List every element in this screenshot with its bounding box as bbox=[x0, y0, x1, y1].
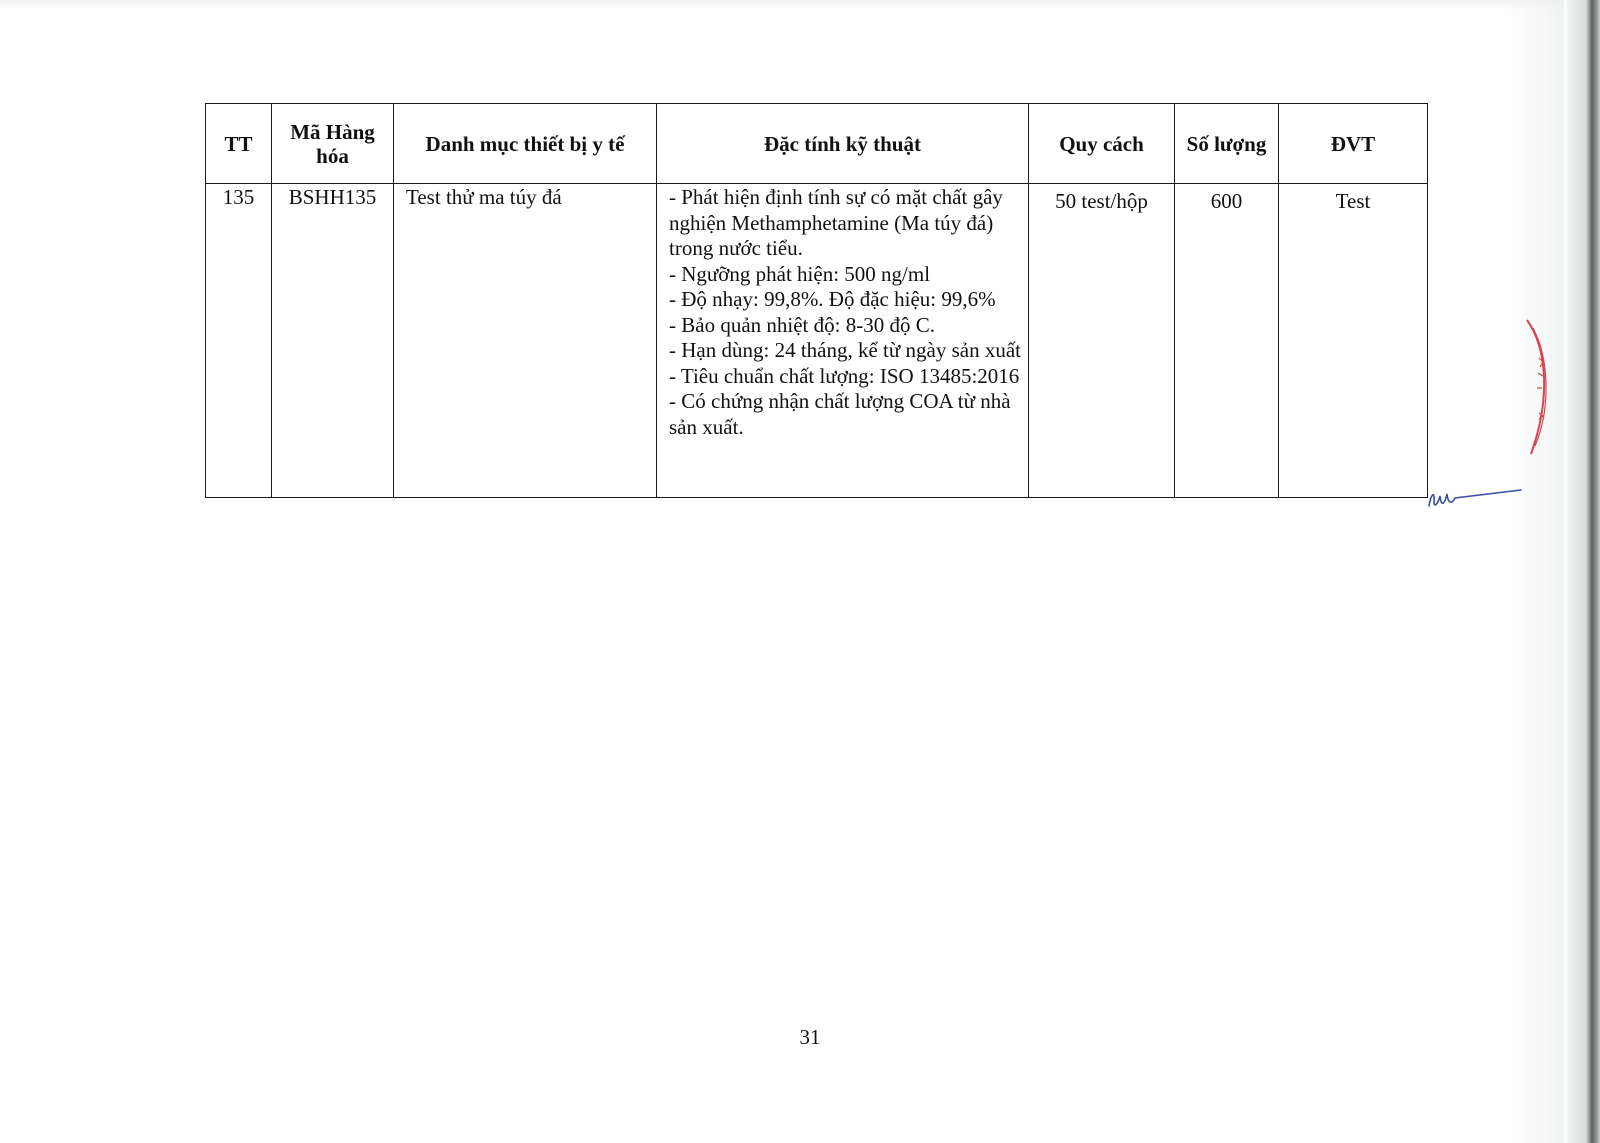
cell-ma-hang-hoa: BSHH135 bbox=[272, 184, 394, 498]
stamp-fragment-icon bbox=[1525, 318, 1553, 456]
cell-danh-muc: Test thử ma túy đá bbox=[394, 184, 657, 498]
header-dvt: ĐVT bbox=[1279, 104, 1428, 184]
header-dac-tinh: Đặc tính kỹ thuật bbox=[657, 104, 1029, 184]
spec-line: - Hạn dùng: 24 tháng, kể từ ngày sản xuất bbox=[669, 338, 1021, 362]
cell-dvt: Test bbox=[1279, 184, 1428, 498]
cell-quy-cach: 50 test/hộp bbox=[1029, 184, 1175, 498]
equipment-spec-table bbox=[205, 103, 1428, 498]
page-edge-shadow bbox=[1504, 0, 1564, 1143]
header-quy-cach: Quy cách bbox=[1029, 104, 1175, 184]
spec-line: - Có chứng nhận chất lượng COA từ nhà sản xuất. bbox=[669, 389, 1011, 439]
spec-line: - Bảo quản nhiệt độ: 8-30 độ C. bbox=[669, 312, 935, 337]
table-header-row bbox=[206, 104, 1428, 184]
spec-line: - Độ nhạy: 99,8%. Độ đặc hiệu: 99,6% bbox=[669, 287, 996, 311]
header-ma-hang-hoa: Mã Hàng hóa bbox=[272, 104, 394, 184]
table-row bbox=[206, 184, 1428, 498]
page-number: 31 bbox=[799, 1025, 821, 1049]
scan-right-edge bbox=[1564, 0, 1600, 1143]
signature-icon bbox=[1425, 480, 1525, 514]
cell-so-luong: 600 bbox=[1175, 184, 1279, 498]
scan-top-edge bbox=[0, 0, 1600, 10]
header-danh-muc: Danh mục thiết bị y tế bbox=[394, 104, 657, 184]
spec-line: - Ngưỡng phát hiện: 500 ng/ml bbox=[669, 261, 931, 286]
spec-line: - Phát hiện định tính sự có mặt chất gây nghiện Methamphetamine (Ma túy đá) trong nước tiểu. bbox=[669, 185, 1003, 260]
header-tt: TT bbox=[206, 104, 272, 184]
cell-tt: 135 bbox=[206, 184, 272, 498]
cell-dac-tinh bbox=[657, 184, 1029, 498]
header-so-luong: Số lượng bbox=[1175, 104, 1279, 184]
spec-line: - Tiêu chuẩn chất lượng: ISO 13485:2016 bbox=[669, 363, 1020, 388]
